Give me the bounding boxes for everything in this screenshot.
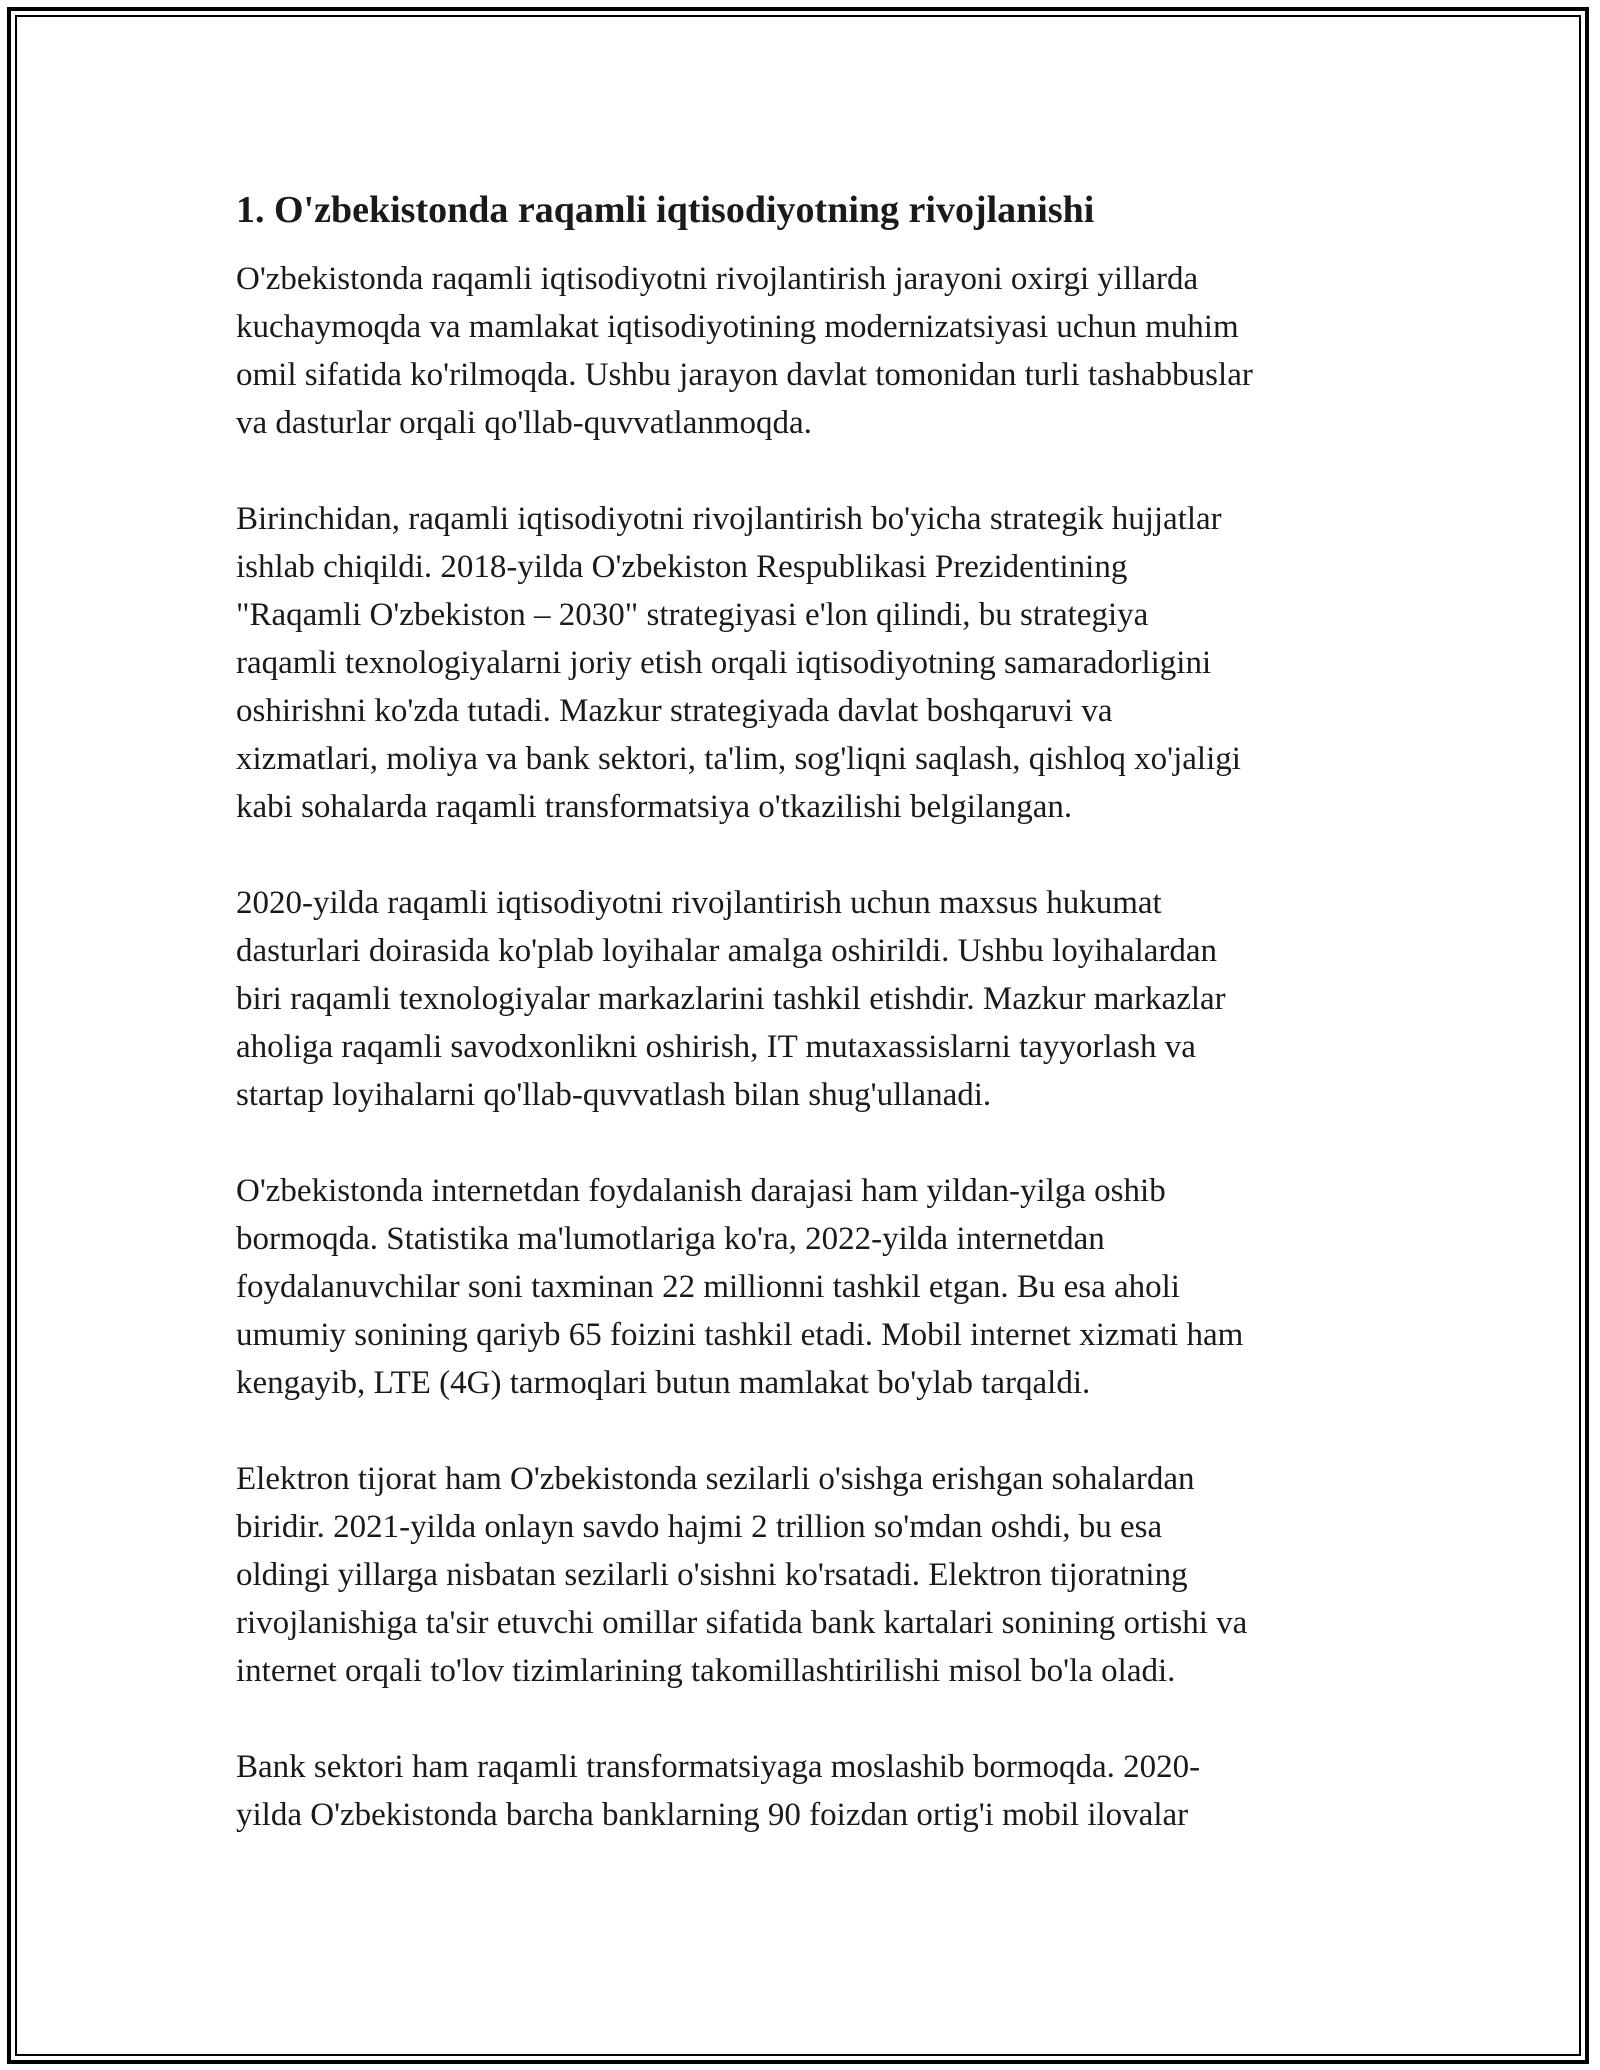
paragraph-line: O'zbekistonda internetdan foydalanish darajasi ham yildan-yilga oshib	[236, 1173, 1166, 1209]
paragraph-line: ishlab chiqildi. 2018-yilda O'zbekiston Respublikasi Prezidentining	[236, 549, 1128, 585]
paragraph-line: biri raqamli texnologiyalar markazlarini tashkil etishdir. Mazkur markazlar	[236, 981, 1226, 1017]
paragraph-internet	[236, 1167, 1386, 1407]
paragraph-line: kabi sohalarda raqamli transformatsiya o'tkazilishi belgilangan.	[236, 789, 1073, 825]
document-content	[236, 185, 1386, 1887]
paragraph-line: raqamli texnologiyalarni joriy etish orqali iqtisodiyotning samaradorligini	[236, 645, 1212, 681]
paragraph-line: xizmatlari, moliya va bank sektori, ta'lim, sog'liqni saqlash, qishloq xo'jaligi	[236, 741, 1241, 777]
paragraph-programs	[236, 879, 1386, 1119]
paragraph-line: O'zbekistonda raqamli iqtisodiyotni rivojlantirish jarayoni oxirgi yillarda	[236, 261, 1199, 297]
paragraph-banking	[236, 1743, 1386, 1839]
paragraph-line: kengayib, LTE (4G) tarmoqlari butun mamlakat bo'ylab tarqaldi.	[236, 1365, 1091, 1401]
paragraph-line: Birinchidan, raqamli iqtisodiyotni rivojlantirish bo'yicha strategik hujjatlar	[236, 501, 1222, 537]
paragraph-line: startap loyihalarni qo'llab-quvvatlash bilan shug'ullanadi.	[236, 1077, 992, 1113]
paragraph-ecommerce	[236, 1455, 1386, 1695]
paragraph-line: biridir. 2021-yilda onlayn savdo hajmi 2 trillion so'mdan oshdi, bu esa	[236, 1509, 1163, 1545]
paragraph-line: rivojlanishiga ta'sir etuvchi omillar sifatida bank kartalari sonining ortishi va	[236, 1605, 1248, 1641]
paragraph-line: yilda O'zbekistonda barcha banklarning 90 foizdan ortig'i mobil ilovalar	[236, 1797, 1189, 1833]
paragraph-line: oshirishni ko'zda tutadi. Mazkur strategiyada davlat boshqaruvi va	[236, 693, 1113, 729]
paragraph-line: Bank sektori ham raqamli transformatsiyaga moslashib bormoqda. 2020-	[236, 1749, 1201, 1785]
paragraph-intro	[236, 255, 1386, 447]
paragraph-strategy	[236, 495, 1386, 831]
paragraph-line: "Raqamli O'zbekiston – 2030" strategiyasi e'lon qilindi, bu strategiya	[236, 597, 1149, 633]
paragraph-line: internet orqali to'lov tizimlarining takomillashtirilishi misol bo'la oladi.	[236, 1653, 1176, 1689]
paragraph-line: bormoqda. Statistika ma'lumotlariga ko'ra, 2022-yilda internetdan	[236, 1221, 1105, 1257]
paragraph-line: Elektron tijorat ham O'zbekistonda sezilarli o'sishga erishgan sohalardan	[236, 1461, 1195, 1497]
section-heading: 1. O'zbekistonda raqamli iqtisodiyotning rivojlanishi	[236, 189, 1095, 231]
paragraph-line: umumiy sonining qariyb 65 foizini tashkil etadi. Mobil internet xizmati ham	[236, 1317, 1244, 1353]
paragraph-line: foydalanuvchilar soni taxminan 22 millionni tashkil etgan. Bu esa aholi	[236, 1269, 1180, 1305]
paragraph-line: 2020-yilda raqamli iqtisodiyotni rivojlantirish uchun maxsus hukumat	[236, 885, 1162, 921]
paragraph-line: oldingi yillarga nisbatan sezilarli o'sishni ko'rsatadi. Elektron tijoratning	[236, 1557, 1188, 1593]
paragraph-line: omil sifatida ko'rilmoqda. Ushbu jarayon davlat tomonidan turli tashabbuslar	[236, 357, 1253, 393]
paragraph-line: kuchaymoqda va mamlakat iqtisodiyotining modernizatsiyasi uchun muhim	[236, 309, 1239, 345]
paragraph-line: aholiga raqamli savodxonlikni oshirish, IT mutaxassislarni tayyorlash va	[236, 1029, 1196, 1065]
paragraph-line: dasturlari doirasida ko'plab loyihalar amalga oshirildi. Ushbu loyihalardan	[236, 933, 1218, 969]
paragraph-line: va dasturlar orqali qo'llab-quvvatlanmoqda.	[236, 405, 812, 441]
